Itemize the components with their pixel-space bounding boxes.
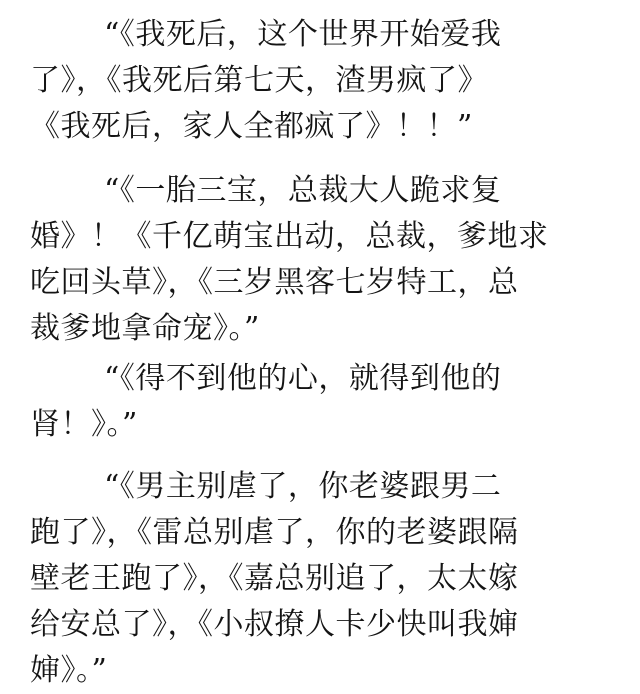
- text-line: 裁爹地拿命宠》。”: [30, 311, 260, 346]
- text-line: 吃回头草》，《三岁黑客七岁特工，总: [30, 265, 519, 300]
- text-line: “《得不到他的心，就得到他的: [104, 361, 502, 396]
- text-line: 跑了》，《雷总别虐了，你的老婆跟隔: [30, 515, 519, 550]
- text-line: 婚》！《千亿萌宝出动，总裁，爹地求: [30, 219, 549, 254]
- paragraph-3: [0, 356, 531, 448]
- paragraph-2: [0, 168, 579, 352]
- text-line: 了》，《我死后第七天，渣男疯了》: [30, 63, 488, 98]
- text-line: 给安总了》，《小叔撩人卡少快叫我婶: [30, 607, 519, 642]
- paragraph-4: [0, 464, 549, 694]
- text-line: “《我死后，这个世界开始爱我: [104, 17, 502, 52]
- paragraph-1: [0, 12, 531, 150]
- text-line: “《男主别虐了，你老婆跟男二: [104, 469, 502, 504]
- text-line: “《一胎三宝，总裁大人跪求复: [104, 173, 502, 208]
- text-line: 《我死后，家人全都疯了》！！”: [30, 109, 473, 144]
- text-line: 婶》。”: [30, 653, 108, 688]
- text-line: 壁老王跑了》，《嘉总别追了，太太嫁: [30, 561, 519, 596]
- text-line: 肾！》。”: [30, 407, 138, 442]
